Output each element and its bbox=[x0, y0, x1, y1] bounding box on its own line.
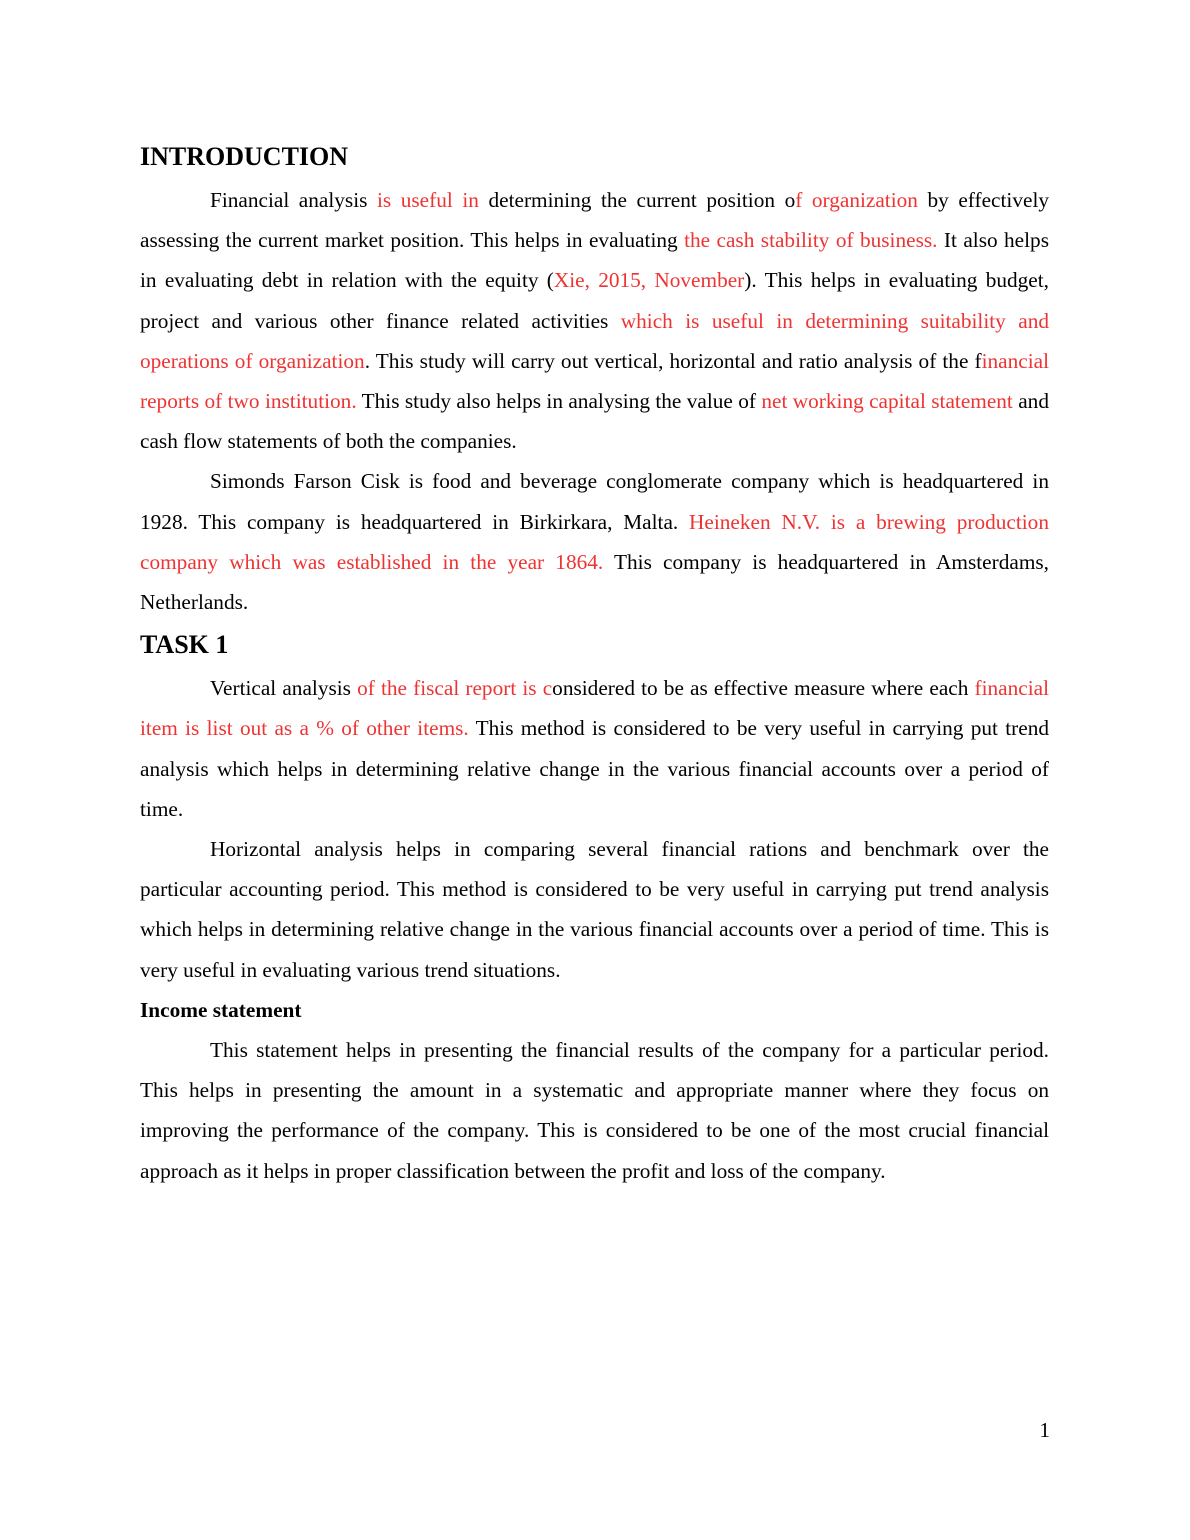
intro-paragraph-1 bbox=[140, 180, 1049, 461]
text-run: This company is headquartered in Amsterdams, Netherlands. bbox=[140, 549, 1049, 615]
text-run: . This study will carry out vertical, horizontal and ratio analysis of the f bbox=[364, 348, 982, 373]
highlighted-text: inancial reports of two institution. bbox=[140, 348, 1049, 414]
citation-highlight: Xie, 2015, November bbox=[553, 268, 745, 293]
page-content bbox=[140, 140, 1049, 1191]
highlighted-text: which is useful in determining suitability and operations of organization bbox=[140, 308, 1050, 373]
highlighted-text: f organization bbox=[795, 188, 918, 212]
text-run: by effectively assessing the current market position. This helps in evaluating bbox=[140, 188, 1050, 253]
text-run: This study also helps in analysing the value of bbox=[356, 389, 762, 414]
task1-paragraph-2: Horizontal analysis helps in comparing several financial rations and benchmark over the particular accounting period. This method is considered to be very useful in carrying put trend analysis which helps in determining relative change in the various financial accounts over a period of time. This is very useful in evaluating various trend situations. bbox=[140, 837, 1049, 982]
task1-heading: TASK 1 bbox=[140, 630, 229, 660]
highlighted-text: Heineken N.V. is a brewing production company which was established in the year 1864. bbox=[140, 509, 1049, 574]
income-statement-subheading: Income statement bbox=[140, 997, 302, 1022]
text-run: This method is considered to be very useful in carrying put trend analysis which helps in determining relative change in the various financial accounts over a period of time. bbox=[140, 716, 1049, 821]
text-run: It also helps in evaluating debt in relation with the equity ( bbox=[140, 228, 1049, 293]
text-run: ). This helps in evaluating budget, project and various other finance related activities bbox=[140, 268, 1050, 333]
highlighted-text: is useful in bbox=[376, 188, 479, 212]
page-number: 1 bbox=[1039, 1418, 1050, 1442]
highlighted-text: of the fiscal report is c bbox=[357, 676, 553, 701]
highlighted-text: the cash stability of business. bbox=[684, 228, 938, 253]
highlighted-text: financial item is list out as a % of other items. bbox=[140, 676, 1050, 741]
text-run: Simonds Farson Cisk is food and beverage conglomerate company which is headquartered in 1928. This company is headquartered in Birkirkara, Malta. bbox=[140, 469, 1049, 534]
highlighted-text: net working capital statement bbox=[761, 389, 1013, 414]
task1-paragraph-3: This statement helps in presenting the financial results of the company for a particular period. This helps in presenting the amount in a systematic and appropriate manner where they focus on improving the performance of the company. This is considered to be one of the most crucial financial approach as it helps in proper classification between the profit and loss of the company. bbox=[140, 1038, 1049, 1183]
task1-paragraph-1 bbox=[140, 668, 1049, 829]
text-run: and cash flow statements of both the companies. bbox=[140, 389, 1049, 454]
text-run: determining the current position o bbox=[478, 188, 796, 212]
introduction-heading: INTRODUCTION bbox=[140, 142, 349, 171]
text-run: onsidered to be as effective measure where each bbox=[552, 676, 975, 701]
text-run: Financial analysis bbox=[210, 188, 377, 212]
intro-paragraph-2 bbox=[140, 461, 1049, 622]
text-run: Vertical analysis bbox=[210, 676, 358, 701]
